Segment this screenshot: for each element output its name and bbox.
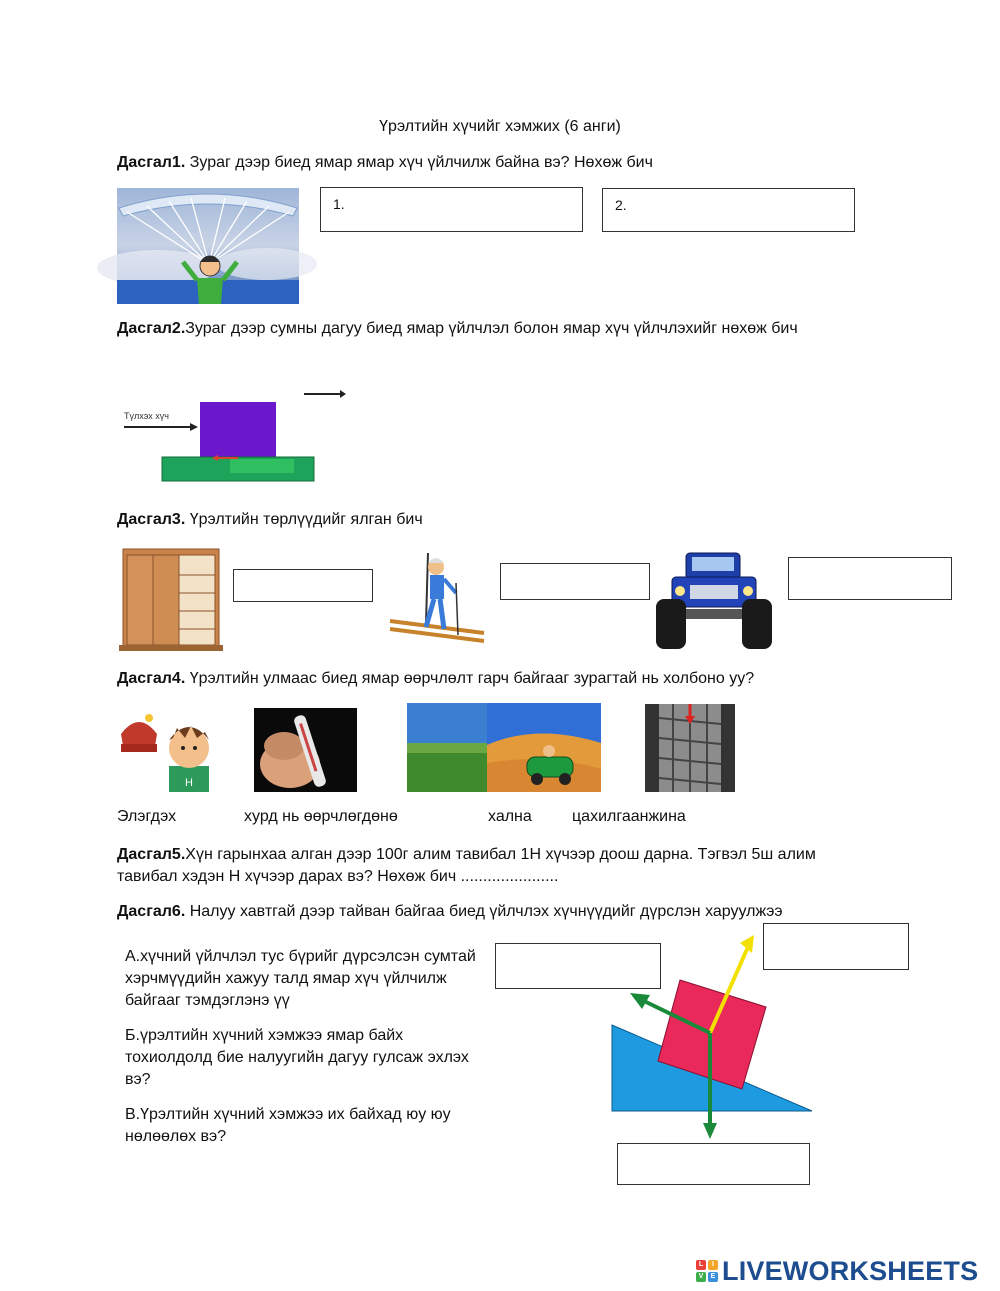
- question-b: Б.үрэлтийн хүчний хэмжээ ямар байх тохиолдолд бие налуугийн дагуу гулсаж эхлэх вэ?: [125, 1027, 469, 1088]
- landscape-car-image[interactable]: [407, 703, 601, 792]
- skier-image: [384, 543, 494, 653]
- exercise-4-label: Дасгал4.: [117, 670, 186, 687]
- exercise-1-text: Зураг дээр биед ямар ямар хүч үйлчилж байна вэ? Нөхөж бич: [185, 154, 653, 171]
- answer-box-friction-force[interactable]: [763, 923, 909, 970]
- monster-truck-image: [652, 545, 776, 653]
- exercise-2-prompt: [117, 318, 867, 340]
- answer-box-1[interactable]: [320, 187, 583, 232]
- question-c: В.Үрэлтийн хүчний хэмжээ их байхад юу юу нөлөөлөх вэ?: [125, 1106, 451, 1145]
- answer-box-2[interactable]: [602, 188, 855, 232]
- parachutist-image: [117, 188, 299, 304]
- purple-block: [200, 402, 276, 457]
- exercise-2-text: Зураг дээр сумны дагуу биед ямар үйлчлэл болон ямар хүч үйлчлэхийг нөхөж бич: [185, 320, 798, 337]
- liveworksheets-logo: [696, 1254, 978, 1288]
- exercise-3-label: Дасгал3.: [117, 511, 186, 528]
- static-electricity-boy-image[interactable]: [117, 704, 215, 792]
- exercise-5-text: Хүн гарынхаа алган дээр 100г алим тавибал 1Н хүчээр доош дарна. Тэгвэл 5ш алим тавибал хэдэн Н хүчээр дарах вэ? Нөхөж бич ......................: [117, 846, 816, 885]
- exercise-2-label: Дасгал2.: [117, 320, 186, 337]
- exercise-1-label: Дасгал1.: [117, 154, 186, 171]
- svg-text:H: H: [185, 777, 193, 789]
- exercise-3-prompt: [117, 509, 817, 531]
- answer-box-skier[interactable]: [500, 563, 650, 600]
- answer-box-normal-force[interactable]: [495, 943, 661, 989]
- exercise-3-text: Үрэлтийн төрлүүдийг ялган бич: [185, 511, 423, 528]
- logo-cells: L I V E: [696, 1260, 718, 1282]
- exercise-4-text: Үрэлтийн улмаас биед ямар өөрчлөлт гарч байгааг зурагтай нь холбоно уу?: [185, 670, 755, 687]
- exercise-6-label: Дасгал6.: [117, 903, 186, 920]
- exercise-6-prompt: [117, 901, 897, 923]
- thermometer-hand-image[interactable]: [254, 708, 357, 792]
- exercise-1-prompt: [117, 152, 937, 174]
- word-heat[interactable]: хална: [488, 808, 532, 825]
- push-force-diagram[interactable]: [118, 385, 348, 485]
- answer-box-wardrobe[interactable]: [233, 569, 373, 602]
- wardrobe-image: [117, 545, 225, 653]
- question-a: А.хүчний үйлчлэл тус бүрийг дүрсэлсэн сумтай хэрчмүүдийн хажуу талд ямар хүч үйлчилж байгааг тэмдэглэнэ үү: [125, 948, 476, 1009]
- answer-box-gravity-force[interactable]: [617, 1143, 810, 1185]
- exercise-6-text: Налуу хавтгай дээр тайван байгаа биед үйлчлэх хүчнүүдийг дүрслэн харуулжээ: [185, 903, 783, 920]
- exercise-5-prompt: [117, 844, 877, 888]
- answer-box-1-number: 1.: [333, 196, 345, 212]
- tire-image[interactable]: [645, 704, 735, 792]
- motion-direction-arrow: [340, 390, 346, 398]
- word-electrify[interactable]: цахилгаанжина: [572, 808, 686, 825]
- exercise-5-label: Дасгал5.: [117, 846, 186, 863]
- word-speed-change[interactable]: хурд нь өөрчлөгдөнө: [244, 808, 398, 825]
- logo-text: LIVEWORKSHEETS: [722, 1255, 979, 1286]
- gravity-force-arrow: [703, 1123, 717, 1139]
- page-title: Үрэлтийн хүчийг хэмжих (6 анги): [379, 118, 621, 135]
- push-force-label: Түлхэх хүч: [124, 411, 169, 421]
- exercise-4-prompt: [117, 668, 897, 690]
- answer-box-truck[interactable]: [788, 557, 952, 600]
- answer-box-2-number: 2.: [615, 197, 627, 213]
- word-wear[interactable]: Элэгдэх: [117, 808, 177, 825]
